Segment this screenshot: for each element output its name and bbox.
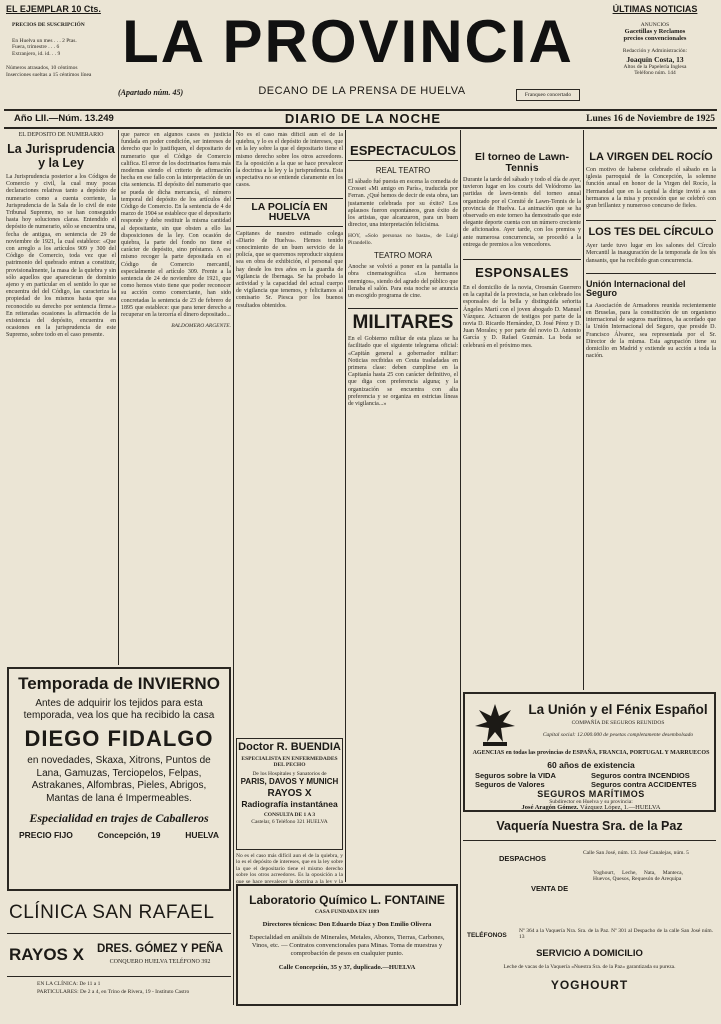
phoenix-logo-icon: [473, 700, 517, 748]
buendia-hours: CONSULTA DE 1 A 3: [263, 812, 316, 819]
union-l1b: Seguros contra INCENDIOS: [591, 771, 690, 780]
lab-directors: Directores técnicos: Don Eduardo Díaz y Don Emilio Olivera: [262, 921, 432, 929]
column-6: [586, 132, 716, 688]
ad1-title: Temporada de INVIERNO: [18, 674, 220, 693]
tennis-body: Durante la tarde del sábado y todo el día de ayer, tuvieron lugar en los courts del Velódromo las partidas de lawn-tennis del torneo anual organizado por el Comité de Lawn-Tennis de la provincia de Huelva. La animación que se ha observado en este torneo ha demostrado que este elegante deporte cuenta con un número creciente de aficionados. Ayer tarde, con los premios y ante numerosa concurrencia, se procedió a la entrega de premios a los vencedores.: [463, 177, 581, 248]
buendia-cities: PARIS, DAVOS Y MUNICH: [240, 777, 339, 787]
clinic-doctors-sub: CONQUERO HUELVA TELÉFONO 392: [109, 959, 211, 965]
real-teatro-head: REAL TEATRO: [375, 166, 431, 175]
tes-circulo-body: Ayer tarde tuvo lugar en los salones del Círculo Mercantil la inauguración de la temporada de los tés dansants, que ha recibido gran concurrencia.: [586, 243, 716, 264]
col-rule-2: [233, 130, 234, 1005]
atrasados-note: Números atrasados, 10 céntimos: [6, 65, 78, 72]
price-label: EL EJEMPLAR 10 Cts.: [6, 4, 101, 14]
clinic-name: CLÍNICA SAN RAFAEL: [9, 902, 215, 923]
militares-body: En el Gobierno militar de esta plaza se ha facilitado que el siguiente telegrama oficial: «Capitán general a gobernador militar: Noticias recibidas en Ceuta trasladadas en primera clase: deben cumplirse en la Capitanía hasta 25 con carácter definitivo, el que diga con preferencia alguna; y la organización se encuentra con alta preferencia y se organiza en estrictas líneas de vigilancia...»: [348, 336, 458, 408]
inserciones-note: Inserciones sueltas a 15 céntimos línea: [6, 71, 92, 78]
union-seguro-body: La Asociación de Armadores reunida recientemente en Bruselas, para la constitución de un organismo internacional de seguros marítimos, ha acordado que la Unión Internacional del Seguro, que preside D. Francisco Álvarez, sea representada por el Sr. Director de la misma. Esta agrupación tiene su domicilio en Madrid y extiende su acción a toda la nación.: [586, 302, 716, 360]
ad1-name: DIEGO FIDALGO: [24, 726, 214, 751]
police-headline: LA POLICÍA EN HUELVA: [236, 198, 343, 227]
ad1-address: Concepción, 19: [97, 830, 161, 840]
vaqueria-headline: Vaquería Nuestra Sra. de la Paz: [496, 819, 683, 833]
lab-title: Laboratorio Químico L. FONTAINE: [249, 893, 445, 907]
ad-diego-fidalgo: [7, 667, 231, 891]
ad-clinica-san-rafael: [7, 893, 231, 1019]
union-l2b: Seguros contra ACCIDENTES: [591, 780, 697, 789]
col4-note: HOY, «Solo personas no basta», de Luigi Pirandello.: [348, 233, 458, 246]
column-4: [348, 132, 458, 882]
col2-body: que parece en algunos casos es justicia fundada en poder condición, ser intereses de derecho que lo justifiquen, el depositario de numerario que el Código de Comercio califica. El error de los doctrinarios fuera más modernas siendo el criterio de afirmación hecha en ese fallo con la interpretación de un cita sentencia. El depósito del numerario que se pueda de dicha mercancía, el número temporal del depósito de los artículos del Código de Comercio. En la sentencia de 4 de marzo de 1904 se establece que el depositario responde y debe restituir la misma cantidad al depositante, sin que obsten a ello las disposiciones de la ley. Con ocasión de quiebra, la parte del fondo no tiene el carácter de depósito, sino préstamo. A ese mismo recoger la parte depositada en el Código de Comercio mercantil, especialmente el artículo 309. Frente a la sentencia de 24 de noviembre de 1921, que como hemos visto tiene que poder reconocer su acción como comerciante, han sido concretadas la sentencia de 23 de febrero de 1895 que establece: que para tener derecho a recuperar en la tercería el dinero depositado...: [121, 132, 231, 319]
apartado: (Apartado núm. 45): [118, 88, 184, 97]
esponsales-body: En el domicilio de la novia, Orosmán Guerrero en la capital de la provincia, se han celebrado los esponsales de la bella y distinguida señorita Ángeles Martí con el joven abogado D. Manuel Vázquez. Actuaron de testigos por parte de la novia D. Ricardo Hernández, D. José Pérez y D. Juan Morales; y por parte del novio D. Antonio García y D. Rafael Guzmán. La boda se celebrará en el próximo mes.: [463, 285, 581, 349]
vaq-items: Yoghourt, Leche, Nata, Manteca, Huevos, Quesos, Requesón de Arequipa: [593, 870, 683, 883]
esponsales-headline: ESPONSALES: [463, 259, 581, 279]
column-3: [236, 132, 343, 492]
vaq-telefonos: TELÉFONOS: [467, 932, 507, 939]
price-box: [6, 4, 106, 104]
lab-address: Calle Concepción, 35 y 37, duplicado.—HUELVA: [278, 964, 416, 972]
buendia-address: Castelar, 6 Teléfono 321 HUELVA: [251, 818, 328, 825]
espectaculos-headline: ESPECTACULOS: [348, 144, 458, 161]
rocio-body: Con motivo de haberse celebrado el sábado en la iglesia parroquial de la Concepción, la solemne función anual en honor de la Virgen del Rocío, la Hermandad que en la capital la dirige invitó a sus hermanos a la misa y procesión que se celebró con gran brillantez y numeroso concurso de fieles.: [586, 167, 716, 210]
vaq-tel-text: Nº 364 a la Vaquería Nra. Sra. de la Paz. Nº 301 al Despacho de la calle San José núm. 13: [519, 928, 713, 941]
police-body: Capitanes de nuestro estimado colega «Diario de Huelva». Hemos tenido conocimiento de un buen servicio de la policía, que se queremos reproducir siquiera sea en obra de exhibición, el personal que hay desde los tres años en la guardia de vigilancia de Ibernaga. Se ha probado la actividad y la capacidad del actual cuerpo de vigilancia que tenemos, y felicitamos al comisario Sr. Piesca por los buenos resultados obtenidos.: [236, 230, 343, 309]
franqueo-label: Franqueo concertado: [524, 92, 572, 98]
diario-de-la-noche: DIARIO DE LA NOCHE: [284, 112, 442, 125]
ad-vaqueria: [463, 814, 716, 1006]
vaq-venta: VENTA DE: [531, 884, 569, 893]
vaq-yoghourt: YOGHOURT: [550, 978, 629, 992]
telefono: Teléfono núm. 144: [634, 70, 676, 77]
buendia-spec: ESPECIALISTA EN ENFERMEDADES DEL PECHO: [241, 756, 338, 769]
vaq-footer: Leche de vacas de la Vaquería «Nuestra Sra. de la Paz» garantizada su pureza.: [503, 964, 676, 970]
union-capital: Capital social: 12.000.000 de pesetas completamente desembolsado: [542, 732, 694, 738]
ad1-city: HUELVA: [185, 830, 219, 840]
franqueo-box: [516, 89, 580, 101]
masthead-rule-bottom: [4, 127, 717, 129]
anuncios-2: Gacetillas y Reclamos: [624, 28, 686, 36]
col-rule-1: [118, 130, 119, 665]
ad-union-fenix: [463, 692, 716, 812]
teatro-mora-head: TEATRO MORA: [373, 251, 433, 261]
newspaper-subtitle: DECANO DE LA PRENSA DE HUELVA: [258, 86, 466, 97]
militares-headline: MILITARES: [348, 308, 458, 332]
col-rule-3: [345, 130, 346, 882]
ad-doctor-buendia: [236, 738, 343, 850]
union-agent: José Aragón Gómez.: [521, 804, 579, 811]
column-5: [463, 132, 581, 688]
buendia-from: De los Hospitales y Sanatorios de: [252, 770, 327, 777]
real-teatro-body: El sábado fué puesta en escena la comedia de Crosset «Mi amigo en París», traducida por Ferran. ¿Qué hemos de decir de esta obra, tan justamente celebrada por su éxito? Los aplausos fueron espontáneos, gran éxito de los artistas, que alcanzaron, para un buen director, una interpretación felicísima.: [348, 179, 458, 229]
sub-row-1: En Huelva un mes . . . 2 Ptas.: [12, 38, 77, 44]
clinic-rule-2: [7, 976, 231, 977]
union-years: 60 años de existencia: [547, 760, 635, 770]
buendia-radio: Radiografía instantánea: [241, 799, 338, 810]
col3-lower-text: No es el caso más difícil aun el de la quiebra, y lo es el depósito de intereses, que en la ley sobre la que el depositario tiene el mismo derecho sobre los otros acreedores. Es la oposición a la que se hace prevalecer la doctrina a la ley y la: [236, 853, 343, 883]
tes-circulo-headline: LOS TES DEL CÍRCULO: [586, 220, 716, 238]
union-agent-addr: Vázquez López, 1.—HUELVA: [579, 804, 661, 811]
ad1-goods: en novedades, Skaxa, Xitrons, Puntos de Lana, Gamuzas, Terciopelos, Felpas, Astrakanes, Alfombras, Pieles, Abrigos, Mantas de lana é Impermeables.: [27, 755, 211, 804]
rocio-headline: LA VIRGEN DEL ROCÍO: [589, 151, 713, 163]
column-2: [121, 132, 231, 662]
clinic-doctors: DRES. GÓMEZ Y PEÑA: [96, 943, 224, 955]
redaccion-label: Redacción y Administración:: [622, 48, 688, 55]
right-info-box: [596, 4, 714, 104]
ad1-price: PRECIO FIJO: [19, 830, 73, 840]
vaq-despachos: DESPACHOS: [499, 854, 546, 863]
col-rule-5: [583, 130, 584, 690]
union-maritimos: SEGUROS MARÍTIMOS: [537, 789, 645, 799]
masthead-rule-top: [4, 109, 717, 111]
col1-kicker: EL DEPÓSITO DE NUMERARIO: [18, 132, 104, 138]
col-rule-4: [460, 130, 461, 1005]
subscription-title: PRECIOS DE SUSCRIPCIÓN: [12, 22, 85, 28]
column-1: [6, 132, 116, 662]
col1-headline: La Jurisprudencia y la Ley: [7, 142, 115, 170]
sub-row-2: Fuera, trimestre . . . 6: [12, 44, 60, 51]
vaqueria-rule: [463, 840, 716, 841]
union-agent-line: [469, 804, 713, 811]
union-sub: COMPAÑÍA DE SEGUROS REUNIDOS: [571, 720, 665, 726]
clinic-note-1: EN LA CLÍNICA: De 11 a 1: [37, 981, 101, 987]
ultimas-noticias: ÚLTIMAS NOTICIAS: [612, 4, 698, 14]
col2-signature: BALDOMERO ARGENTE.: [171, 323, 231, 330]
ad-laboratorio-fontaine: [236, 884, 458, 1006]
union-l2a: Seguros de Valores: [475, 780, 545, 789]
union-name: La Unión y el Fénix Español: [528, 702, 708, 717]
clinic-note-2: PARTICULARES: De 2 a 4, en Trino de Rivera, 19 - Instituto Castro: [37, 989, 190, 995]
union-seguro-headline: Unión Internacional del Seguro: [586, 273, 716, 298]
ad1-footer: [9, 826, 229, 840]
tennis-headline: El torneo de Lawn-Tennis: [475, 151, 569, 174]
union-subdirector: Subdirector en Huelva y su provincia:: [549, 799, 633, 805]
issue-date: Lunes 16 de Noviembre de 1925: [586, 114, 715, 124]
ad1-intro: Antes de adquirir los tejidos para esta temporada, vea los que ha recibido la casa: [23, 698, 215, 721]
anuncios-3: precios convencionales: [623, 35, 687, 43]
union-l1a: Seguros sobre la VIDA: [475, 771, 556, 780]
buendia-rayos: RAYOS X: [267, 788, 312, 800]
subscription-rows: [6, 38, 106, 57]
column-3-lower: [236, 853, 343, 883]
union-agencies: AGENCIAS en todas las provincias de ESPAÑA, FRANCIA, PORTUGAL Y MARRUECOS: [472, 750, 710, 756]
papeleria: Altos de la Papelería Inglesa: [623, 63, 687, 70]
col3-body: No es el caso más difícil aun el de la quiebra, y lo es el depósito de intereses, que en la ley sobre la que el depositario tiene el mismo derecho sobre los otros acreedores. Es la oposición a la que se hace prevalecer la doctrina a la ley y la jurisprudencia. Esta expectativa no se entiende claramente en los casos.: [236, 132, 343, 189]
clinic-rule: [7, 933, 231, 934]
teatro-mora-body: Anoche se volvió a poner en la pantalla la obra cinematográfica «Los hermanos enemigos», siendo del agrado del público que llenaba el salón. Para esta noche se anuncia un escogido programa de cine.: [348, 264, 458, 300]
clinic-rayos: RAYOS X: [9, 945, 84, 964]
vaq-servicio: SERVICIO A DOMICILIO: [536, 948, 643, 959]
col1-body: La Jurisprudencia posterior a los Códigos de Comercio y civil, la cual muy pocas declaraciones relativas tanto a depósito de numerario como a cuenta corriente, la Jurisprudencia de la Sala de lo civil de este Tribunal Supremo, no se han conseguido hasta hoy soluciones claras. Entendido el depósito de numerario, sólo se encuentra una, fecha de antigua, en sentencia de 29 de noviembre de 1921, la cual establece: «Que con arreglo a los artículos 909 y 300 del Código de Comercio, toda vez que el patrimonio del quebrado entran a constituir, provisionalmente, la masa de la quiebra y sin sólo aquellos que aparecieran de dominio ajeno y en particular en el sentido lo que se encuentra del del Código, las caracteriza la propiedad de los mismos hasta que sea reconocido su derecho por sentencia firme.» En reiteradas ocasiones la afirmación de la existencia del depósito, encuentra en ocasiones en la jurisprudencia de este Supremo, sobre todo en el caso presente.: [6, 174, 116, 339]
buendia-name: Doctor R. BUENDIA: [238, 741, 341, 753]
lab-founded: CASA FUNDADA EN 1889: [314, 909, 380, 915]
sub-row-3: Extranjero, id. id. . . 9: [12, 50, 61, 57]
anuncios-1: ANUNCIOS: [640, 22, 670, 28]
newspaper-title: LA PROVINCIA: [122, 12, 574, 75]
redaccion-address: Joaquín Costa, 13: [626, 54, 684, 64]
year-number: Año LII.—Núm. 13.249: [14, 113, 114, 124]
ad1-special: Especialidad en trajes de Caballeros: [29, 811, 209, 825]
lab-body: Especialidad en análisis de Minerales, Metales, Abonos, Tierras, Carbones, Vinos, etc. — Contratos convencionales para Minas. Toma de muestras y comprobación de pesos en cualquier punto.: [249, 934, 445, 958]
vaq-despachos-addr: Calle San José, núm. 13. José Canalejas, núm. 5: [583, 850, 689, 856]
